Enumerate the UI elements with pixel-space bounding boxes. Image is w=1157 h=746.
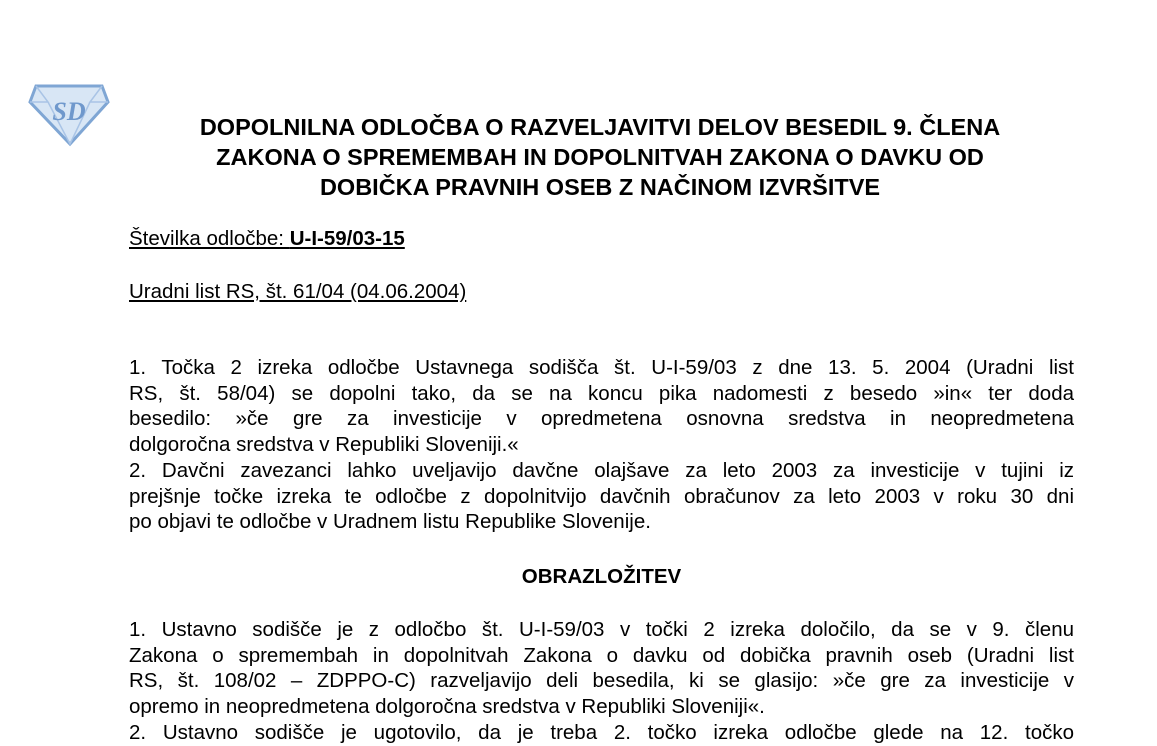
reasoning-paragraph-2 <box>129 720 1074 746</box>
text-line: opremo in neopredmetena dolgoročna sredstva v Republiki Sloveniji«. <box>129 695 765 719</box>
text-line: RS, št. 108/02 – ZDPPO-C) razveljavijo deli besedila, ki se glasijo: »če gre za investicije v <box>129 669 1074 693</box>
reasoning-paragraph-1 <box>129 617 1074 720</box>
decision-number-label: Številka odločbe: <box>129 227 290 250</box>
title-line-3: DOBIČKA PRAVNIH OSEB Z NAČINOM IZVRŠITVE <box>319 174 881 200</box>
decision-paragraph-1 <box>129 355 1074 458</box>
logo-letters: SD <box>52 97 86 126</box>
gazette-reference: Uradni list RS, št. 61/04 (04.06.2004) <box>129 280 467 303</box>
text-line: 2. Davčni zavezanci lahko uveljavijo davčne olajšave za leto 2003 za investicije v tujini iz <box>129 459 1074 482</box>
text-line: RS, št. 58/04) se dopolni tako, da se na koncu pika nadomesti z besedo »in« ter doda <box>129 381 1074 405</box>
text-line: po objavi te odločbe v Uradnem listu Republike Slovenije. <box>129 510 651 534</box>
decision-paragraph-2 <box>129 458 1074 535</box>
decision-number <box>129 227 405 251</box>
document-title <box>100 112 1100 202</box>
text-line: 1. Točka 2 izreka odločbe Ustavnega sodišča št. U-I-59/03 z dne 13. 5. 2004 (Uradni list <box>129 356 1074 379</box>
court-logo <box>28 80 110 148</box>
reasoning-heading: OBRAZLOŽITEV <box>521 565 682 588</box>
text-line: dolgoročna sredstva v Republiki Sloveniji.« <box>129 433 519 457</box>
text-line: besedilo: »če gre za investicije v opredmetena osnovna sredstva in neopredmetena <box>129 407 1074 431</box>
text-line: prejšnje točke izreka te odločbe z dopolnitvijo davčnih obračunov za leto 2003 v roku 30 dni <box>129 484 1074 508</box>
title-line-2: ZAKONA O SPREMEMBAH IN DOPOLNITVAH ZAKONA O DAVKU OD <box>216 144 984 170</box>
text-line: Zakona o spremembah in dopolnitvah Zakona o davku od dobička pravnih oseb (Uradni list <box>129 643 1074 667</box>
decision-number-value: U-I-59/03-15 <box>289 227 405 250</box>
text-line: 2. Ustavno sodišče je ugotovilo, da je treba 2. točko izreka odločbe glede na 12. točko <box>129 721 1074 744</box>
text-line: 1. Ustavno sodišče je z odločbo št. U-I-59/03 v točki 2 izreka določilo, da se v 9. členu <box>129 618 1074 641</box>
title-line-1: DOPOLNILNA ODLOČBA O RAZVELJAVITVI DELOV BESEDIL 9. ČLENA <box>199 114 1001 140</box>
